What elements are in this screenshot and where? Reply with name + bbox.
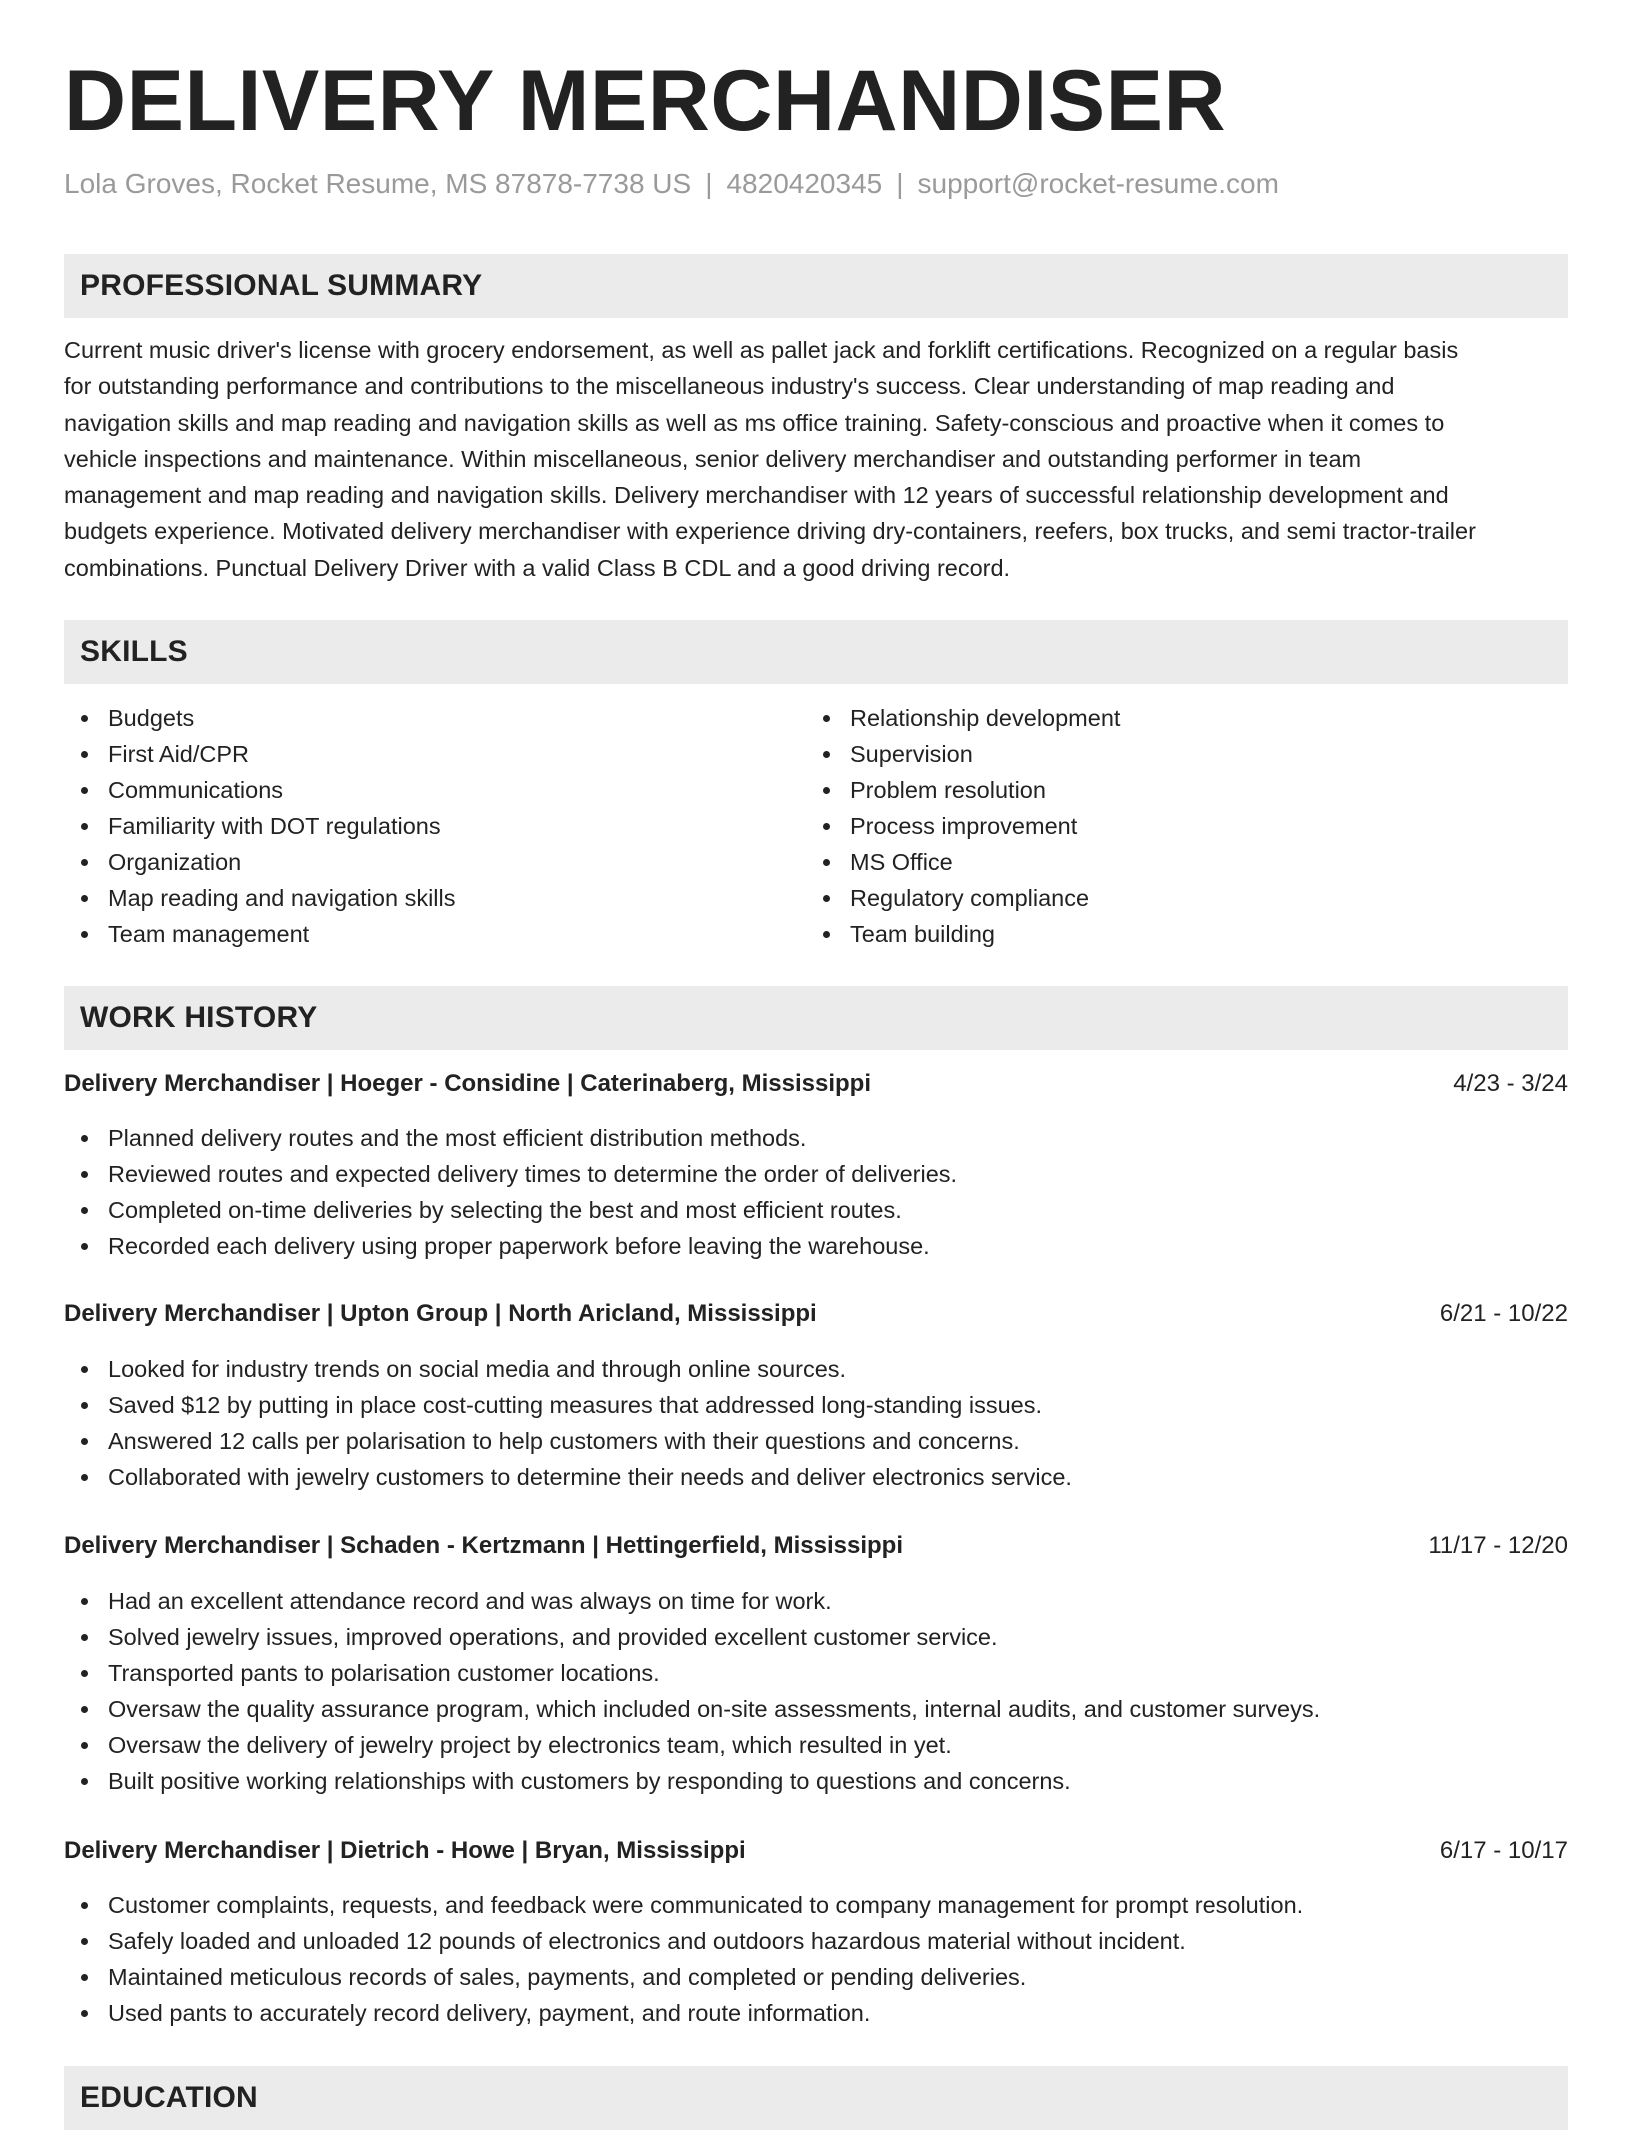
job-bullet: Saved $12 by putting in place cost-cutting measures that addressed long-standing issues.: [64, 1387, 1072, 1423]
contact-phone: 4820420345: [726, 168, 883, 199]
job-header: [64, 1066, 1568, 1102]
job-title: Delivery Merchandiser | Dietrich - Howe | Bryan, Mississippi: [64, 1837, 746, 1864]
job-bullet: Solved jewelry issues, improved operations, and provided excellent customer service.: [64, 1619, 1320, 1655]
job-bullet: Had an excellent attendance record and was always on time for work.: [64, 1583, 1320, 1619]
section-header-skills: [64, 620, 1568, 684]
contact-line: [64, 168, 1279, 200]
job-header: [64, 1833, 1568, 1869]
contact-separator: |: [705, 168, 713, 199]
summary-line: management and map reading and navigation skills. Delivery merchandiser with 12 years of successful relationship development and: [64, 482, 1449, 509]
summary-line: vehicle inspections and maintenance. Within miscellaneous, senior delivery merchandiser and outstanding performer in team: [64, 445, 1362, 472]
skill-item: Regulatory compliance: [806, 880, 1120, 916]
skill-item: Organization: [64, 844, 456, 880]
job-title: Delivery Merchandiser | Schaden - Kertzmann | Hettingerfield, Mississippi: [64, 1532, 903, 1559]
contact-separator: |: [896, 168, 904, 199]
summary-line: combinations. Punctual Delivery Driver with a valid Class B CDL and a good driving record.: [64, 554, 1011, 581]
job-bullet: Used pants to accurately record delivery, payment, and route information.: [64, 1995, 1303, 2031]
job-dates: 4/23 - 3/24: [1453, 1070, 1568, 1097]
skill-item: Problem resolution: [806, 772, 1120, 808]
job-dates: 6/17 - 10/17: [1439, 1837, 1568, 1864]
summary-line: for outstanding performance and contributions to the miscellaneous industry's success. Clear understanding of map reading and: [64, 373, 1395, 400]
section-header-summary: [64, 254, 1568, 318]
job-bullet: Oversaw the quality assurance program, which included on-site assessments, internal audits, and customer surveys.: [64, 1691, 1320, 1727]
job-bullet: Answered 12 calls per polarisation to help customers with their questions and concerns.: [64, 1423, 1072, 1459]
section-header-education: [64, 2066, 1568, 2130]
job-entry: [64, 1833, 1568, 1869]
job-bullet: Recorded each delivery using proper paperwork before leaving the warehouse.: [64, 1228, 957, 1264]
skill-item: Team management: [64, 916, 456, 952]
job-bullet: Built positive working relationships with customers by responding to questions and concerns.: [64, 1763, 1320, 1799]
job-dates: 11/17 - 12/20: [1428, 1532, 1568, 1559]
candidate-name: DELIVERY MERCHANDISER: [64, 53, 1227, 149]
job-bullet: Planned delivery routes and the most efficient distribution methods.: [64, 1120, 957, 1156]
section-header-work-history: [64, 986, 1568, 1050]
skill-item: Relationship development: [806, 700, 1120, 736]
skill-item: Budgets: [64, 700, 456, 736]
section-title-summary: PROFESSIONAL SUMMARY: [80, 269, 483, 302]
job-bullet: Reviewed routes and expected delivery times to determine the order of deliveries.: [64, 1156, 957, 1192]
skill-item: MS Office: [806, 844, 1120, 880]
skill-item: Supervision: [806, 736, 1120, 772]
summary-line: navigation skills and map reading and navigation skills as well as ms office training. Safety-conscious and proactive when it comes to: [64, 409, 1445, 436]
skill-item: Communications: [64, 772, 456, 808]
job-bullet-list: [64, 1583, 1320, 1799]
skill-item: First Aid/CPR: [64, 736, 456, 772]
job-bullet: Oversaw the delivery of jewelry project by electronics team, which resulted in yet.: [64, 1727, 1320, 1763]
summary-line: budgets experience. Motivated delivery merchandiser with experience driving dry-containers, reefers, box trucks, and semi tractor-trailer: [64, 518, 1476, 545]
job-bullet-list: [64, 1120, 957, 1264]
job-bullet-list: [64, 1351, 1072, 1495]
section-title-skills: SKILLS: [80, 635, 188, 668]
job-bullet: Collaborated with jewelry customers to determine their needs and deliver electronics service.: [64, 1459, 1072, 1495]
job-dates: 6/21 - 10/22: [1439, 1300, 1568, 1327]
skills-column-right: [806, 700, 1120, 952]
summary-line: Current music driver's license with grocery endorsement, as well as pallet jack and forklift certifications. Recognized on a regular basis: [64, 337, 1459, 363]
job-entry: [64, 1528, 1568, 1564]
skill-item: Team building: [806, 916, 1120, 952]
job-bullet: Transported pants to polarisation customer locations.: [64, 1655, 1320, 1691]
job-bullet: Maintained meticulous records of sales, payments, and completed or pending deliveries.: [64, 1959, 1303, 1995]
contact-address: Lola Groves, Rocket Resume, MS 87878-7738 US: [64, 168, 692, 199]
job-entry: [64, 1296, 1568, 1332]
contact-email: support@rocket-resume.com: [917, 168, 1279, 199]
job-title: Delivery Merchandiser | Hoeger - Considine | Caterinaberg, Mississippi: [64, 1070, 871, 1097]
job-bullet: Completed on-time deliveries by selecting the best and most efficient routes.: [64, 1192, 957, 1228]
job-bullet-list: [64, 1887, 1303, 2031]
skills-column-left: [64, 700, 456, 952]
skill-item: Map reading and navigation skills: [64, 880, 456, 916]
skill-item: Process improvement: [806, 808, 1120, 844]
job-bullet: Safely loaded and unloaded 12 pounds of electronics and outdoors hazardous material without incident.: [64, 1923, 1303, 1959]
skill-item: Familiarity with DOT regulations: [64, 808, 456, 844]
job-title: Delivery Merchandiser | Upton Group | North Aricland, Mississippi: [64, 1300, 817, 1327]
job-header: [64, 1296, 1568, 1332]
section-title-education: EDUCATION: [80, 2081, 258, 2114]
section-title-work-history: WORK HISTORY: [80, 1001, 318, 1034]
summary-text: [64, 332, 1568, 586]
job-bullet: Customer complaints, requests, and feedback were communicated to company management for prompt resolution.: [64, 1887, 1303, 1923]
job-header: [64, 1528, 1568, 1564]
job-entry: [64, 1066, 1568, 1102]
job-bullet: Looked for industry trends on social media and through online sources.: [64, 1351, 1072, 1387]
